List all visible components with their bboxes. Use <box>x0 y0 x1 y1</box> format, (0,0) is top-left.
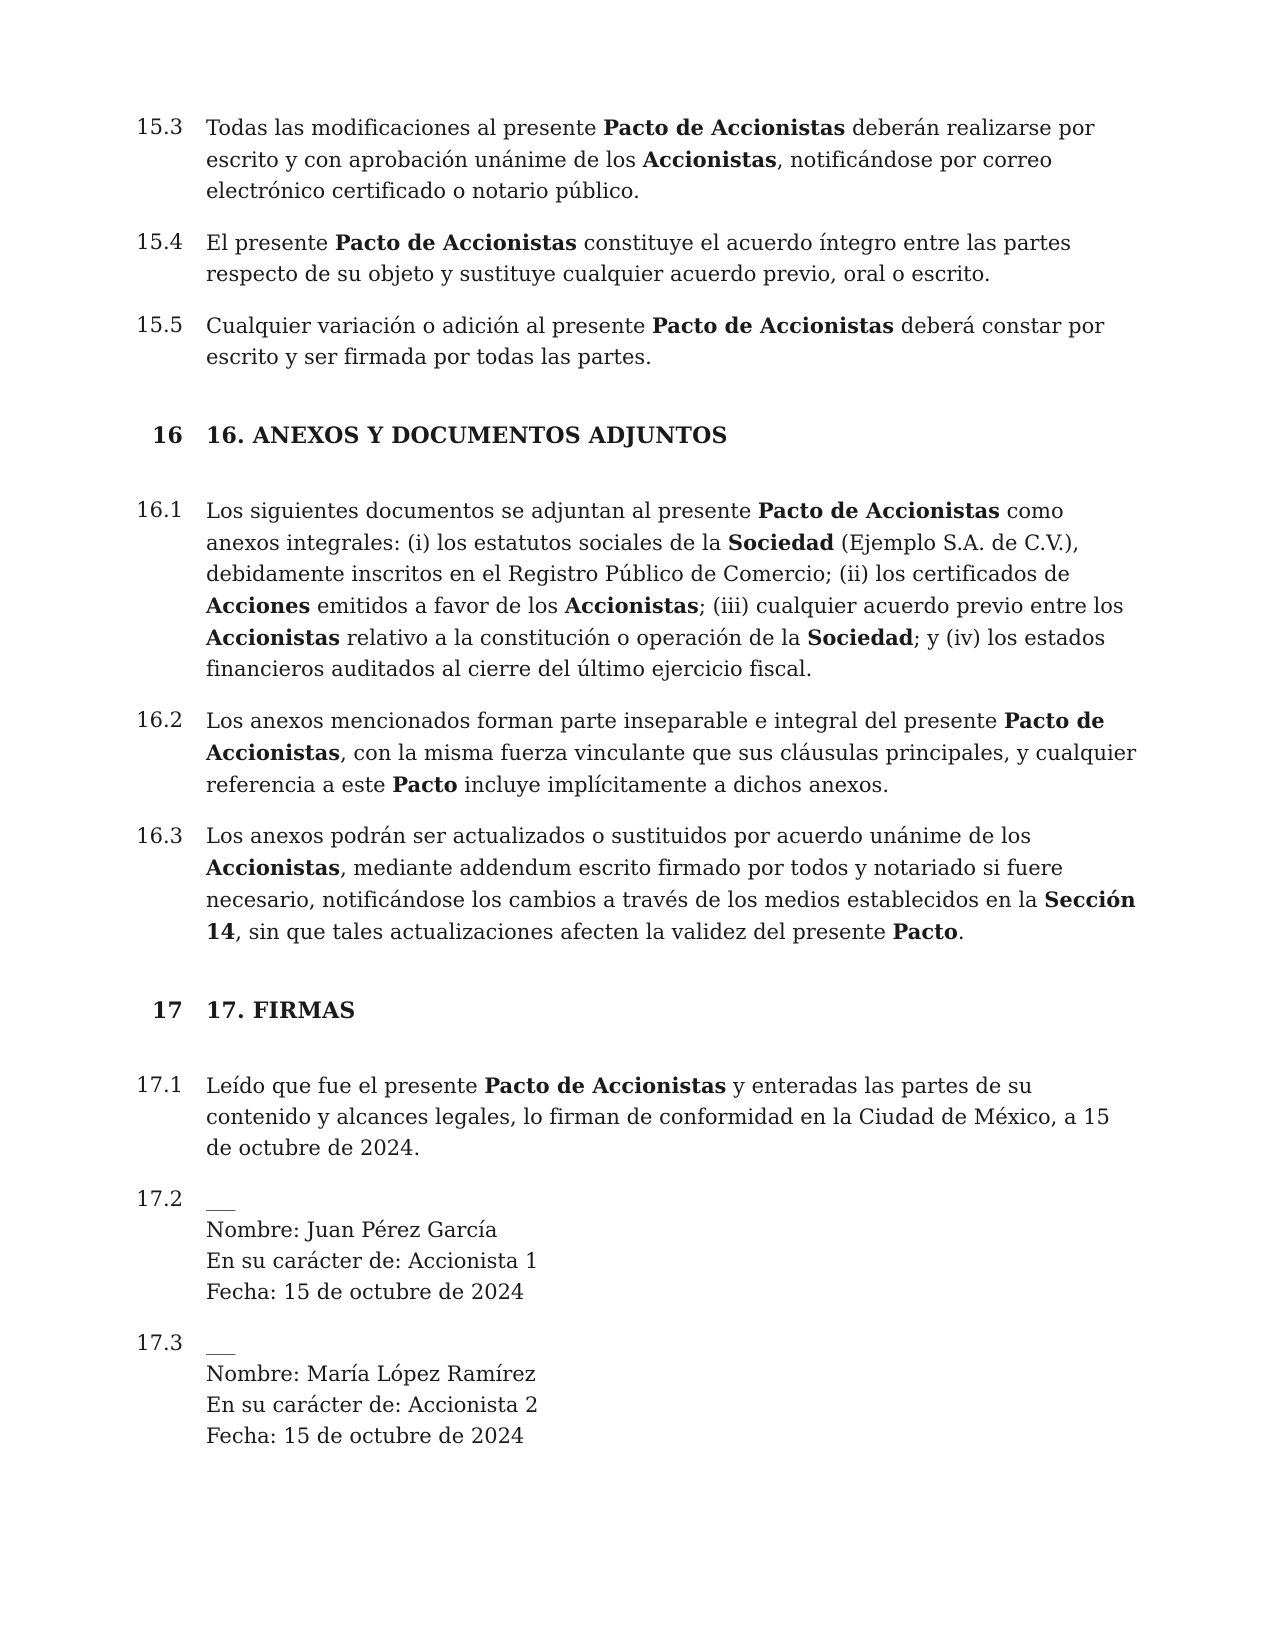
clause-text: Todas las modificaciones al presente Pacto de Accionistas deberán realizarse por escrito y con aprobación unánime de los Accionistas, notificándose por correo electrónico certificado o notario público. <box>206 115 1095 203</box>
clause <box>130 495 1137 685</box>
signature-field: Fecha: 15 de octubre de 2024 <box>206 1280 525 1304</box>
clause-number: 16.3 <box>136 824 183 848</box>
clause <box>130 1070 1137 1164</box>
signature-body <box>206 1328 1137 1452</box>
section-heading <box>130 994 1137 1028</box>
signature-field: Nombre: Juan Pérez García <box>206 1218 498 1242</box>
section-title: 16. ANEXOS Y DOCUMENTOS ADJUNTOS <box>206 423 728 449</box>
clause <box>130 821 1137 948</box>
clause-number: 16.2 <box>136 708 183 732</box>
document-content <box>130 112 1137 1452</box>
section-number: 16 <box>151 423 183 449</box>
clause-number: 15.5 <box>136 313 183 337</box>
clause <box>130 310 1137 373</box>
clause-text: Los siguientes documentos se adjuntan al presente Pacto de Accionistas como anexos integrales: (i) los estatutos sociales de la Sociedad (Ejemplo S.A. de C.V.), debidamente inscritos en el Registro Público de Comercio; (ii) los certificados de Acciones emitidos a favor de los Accionistas; (iii) cualquier acuerdo previo entre los Accionistas relativo a la constitución o operación de la Sociedad; y (iv) los estados financieros auditados al cierre del último ejercicio fiscal. <box>206 498 1124 681</box>
clause-number: 17.3 <box>136 1331 183 1355</box>
signature-field: Nombre: María López Ramírez <box>206 1362 536 1386</box>
signature-block <box>130 1184 1137 1308</box>
clause-text: Leído que fue el presente Pacto de Accionistas y enteradas las partes de su contenido y alcances legales, lo firman de conformidad en la Ciudad de México, a 15 de octubre de 2024. <box>206 1073 1110 1160</box>
section-number: 17 <box>151 998 183 1024</box>
clause-number: 16.1 <box>136 498 183 522</box>
signature-block <box>130 1328 1137 1452</box>
clause-text: Cualquier variación o adición al presente Pacto de Accionistas deberá constar por escrito y ser firmada por todas las partes. <box>206 313 1105 369</box>
clause-text: El presente Pacto de Accionistas constituye el acuerdo íntegro entre las partes respecto de su objeto y sustituye cualquier acuerdo previo, oral o escrito. <box>206 230 1072 286</box>
clause-number: 17.2 <box>136 1187 183 1211</box>
clause <box>130 112 1137 207</box>
signature-field: En su carácter de: Accionista 1 <box>206 1249 539 1273</box>
clause-text: Los anexos podrán ser actualizados o sustituidos por acuerdo unánime de los Accionistas, mediante addendum escrito firmado por todos y notariado si fuere necesario, notificándose los cambios a través de los medios establecidos en la Sección 14, sin que tales actualizaciones afecten la validez del presente Pacto. <box>206 824 1136 944</box>
clause-text: Los anexos mencionados forman parte inseparable e integral del presente Pacto de Accionistas, con la misma fuerza vinculante que sus cláusulas principales, y cualquier referencia a este Pacto incluye implícitamente a dichos anexos. <box>206 708 1137 797</box>
signature-body <box>206 1184 1137 1308</box>
signature-field: En su carácter de: Accionista 2 <box>206 1393 539 1417</box>
section-title: 17. FIRMAS <box>206 998 356 1024</box>
signature-line: ___ <box>206 1187 235 1211</box>
clause-number: 17.1 <box>136 1073 183 1097</box>
clause <box>130 705 1137 801</box>
clause <box>130 227 1137 290</box>
signature-field: Fecha: 15 de octubre de 2024 <box>206 1424 525 1448</box>
clause-number: 15.3 <box>136 115 183 139</box>
signature-line: ___ <box>206 1331 235 1355</box>
section-heading <box>130 419 1137 453</box>
clause-number: 15.4 <box>136 230 183 254</box>
